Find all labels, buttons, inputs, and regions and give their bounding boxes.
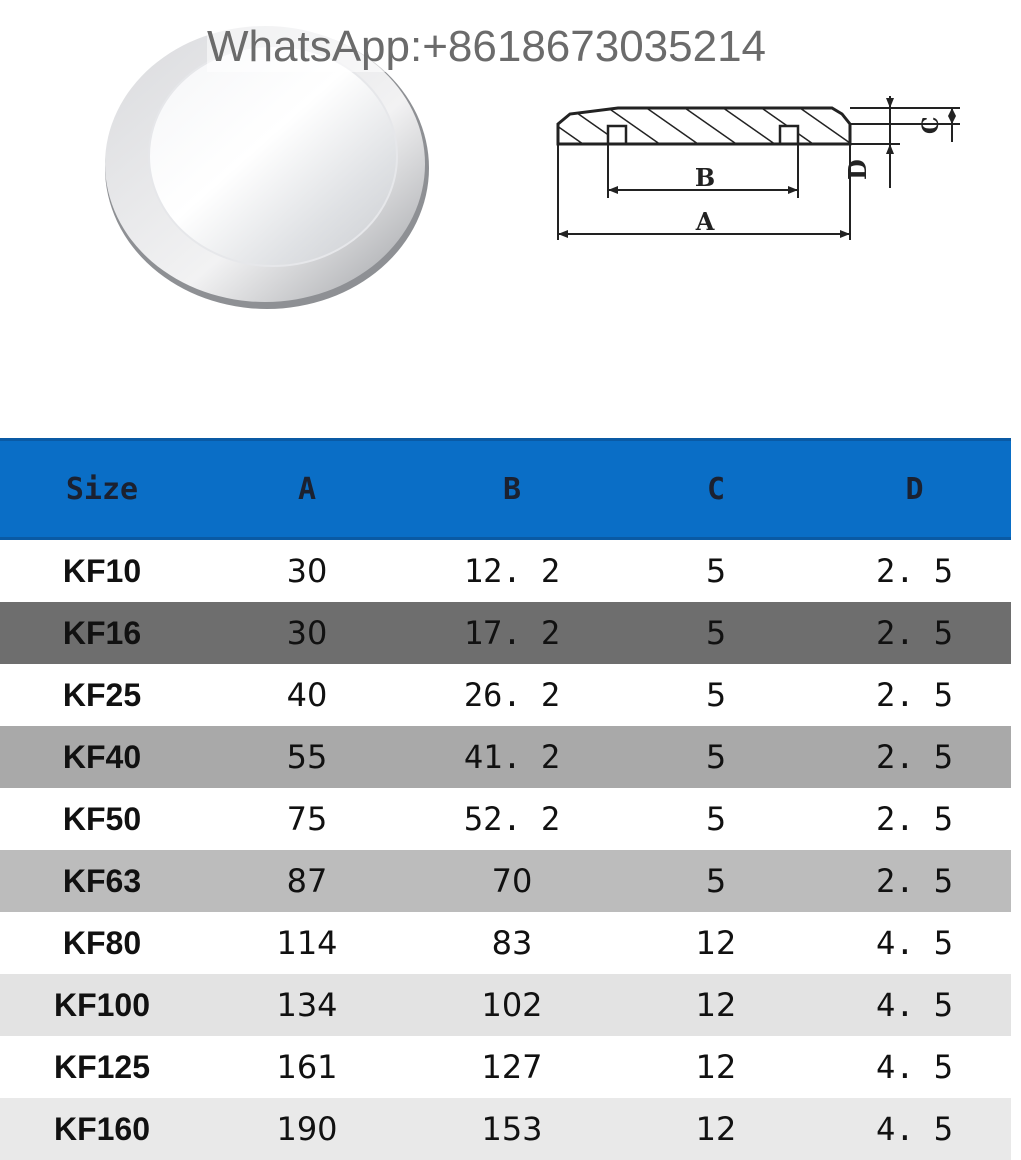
cell-size: KF25	[62, 676, 142, 713]
cell-a: 55	[286, 738, 328, 776]
cell-size: KF63	[62, 862, 142, 899]
cell-b: 26. 2	[463, 676, 561, 714]
cell-c: 12	[695, 1048, 737, 1086]
dimension-d-label: D	[843, 159, 872, 180]
cell-size: KF50	[62, 800, 142, 837]
cell-size: KF40	[62, 738, 142, 775]
table-row	[0, 1036, 1011, 1098]
cell-d: 4. 5	[875, 924, 954, 962]
cell-c: 12	[695, 1110, 737, 1148]
table-row	[0, 539, 1011, 603]
header-b: B	[410, 440, 614, 539]
flange-spec-table	[0, 438, 1011, 1160]
cell-b: 70	[491, 862, 533, 900]
cell-d: 2. 5	[875, 862, 954, 900]
table-row	[0, 974, 1011, 1036]
header-d: D	[818, 440, 1011, 539]
dimension-b-label: B	[694, 163, 716, 192]
cross-section-drawing	[540, 88, 970, 248]
product-header-area	[0, 0, 1021, 438]
header-c: C	[614, 440, 818, 539]
table-row	[0, 788, 1011, 850]
cell-d: 2. 5	[875, 676, 954, 714]
cell-c: 5	[705, 862, 727, 900]
cell-d: 4. 5	[875, 1110, 954, 1148]
cell-d: 4. 5	[875, 1048, 954, 1086]
cell-d: 2. 5	[875, 800, 954, 838]
cell-a: 114	[276, 924, 338, 962]
cell-d: 2. 5	[875, 738, 954, 776]
cell-size: KF16	[62, 614, 142, 651]
table-row	[0, 664, 1011, 726]
cell-c: 5	[705, 552, 727, 590]
table-header-row	[0, 440, 1011, 539]
cell-b: 41. 2	[463, 738, 561, 776]
cell-a: 134	[276, 986, 338, 1024]
cell-b: 102	[481, 986, 543, 1024]
cell-b: 52. 2	[463, 800, 561, 838]
cell-size: KF10	[62, 552, 142, 589]
cell-b: 127	[481, 1048, 543, 1086]
cell-c: 5	[705, 676, 727, 714]
header-a: A	[204, 440, 410, 539]
dimension-a-label: A	[695, 207, 715, 236]
table-row	[0, 850, 1011, 912]
cell-c: 5	[705, 738, 727, 776]
cell-size: KF160	[53, 1110, 151, 1147]
cell-a: 40	[286, 676, 328, 714]
cell-d: 2. 5	[875, 614, 954, 652]
cell-d: 2. 5	[875, 552, 954, 590]
cell-a: 190	[276, 1110, 338, 1148]
table-row	[0, 912, 1011, 974]
header-size: Size	[0, 440, 204, 539]
cell-b: 17. 2	[463, 614, 561, 652]
whatsapp-watermark: WhatsApp:+8618673035214	[207, 22, 767, 71]
cell-c: 12	[695, 986, 737, 1024]
cell-size: KF125	[53, 1048, 151, 1085]
table-row	[0, 1098, 1011, 1160]
cell-d: 4. 5	[875, 986, 954, 1024]
table-row	[0, 726, 1011, 788]
cell-b: 153	[481, 1110, 543, 1148]
dimension-c-label: C	[918, 116, 944, 134]
cell-size: KF80	[62, 924, 142, 961]
cell-c: 12	[695, 924, 737, 962]
table-row	[0, 602, 1011, 664]
cell-a: 30	[286, 614, 328, 652]
cell-c: 5	[705, 614, 727, 652]
cell-a: 161	[276, 1048, 338, 1086]
cell-size: KF100	[53, 986, 151, 1023]
cell-a: 30	[286, 552, 328, 590]
cell-a: 75	[286, 800, 328, 838]
cell-b: 83	[491, 924, 533, 962]
cell-c: 5	[705, 800, 727, 838]
cell-b: 12. 2	[463, 552, 561, 590]
cell-a: 87	[286, 862, 328, 900]
